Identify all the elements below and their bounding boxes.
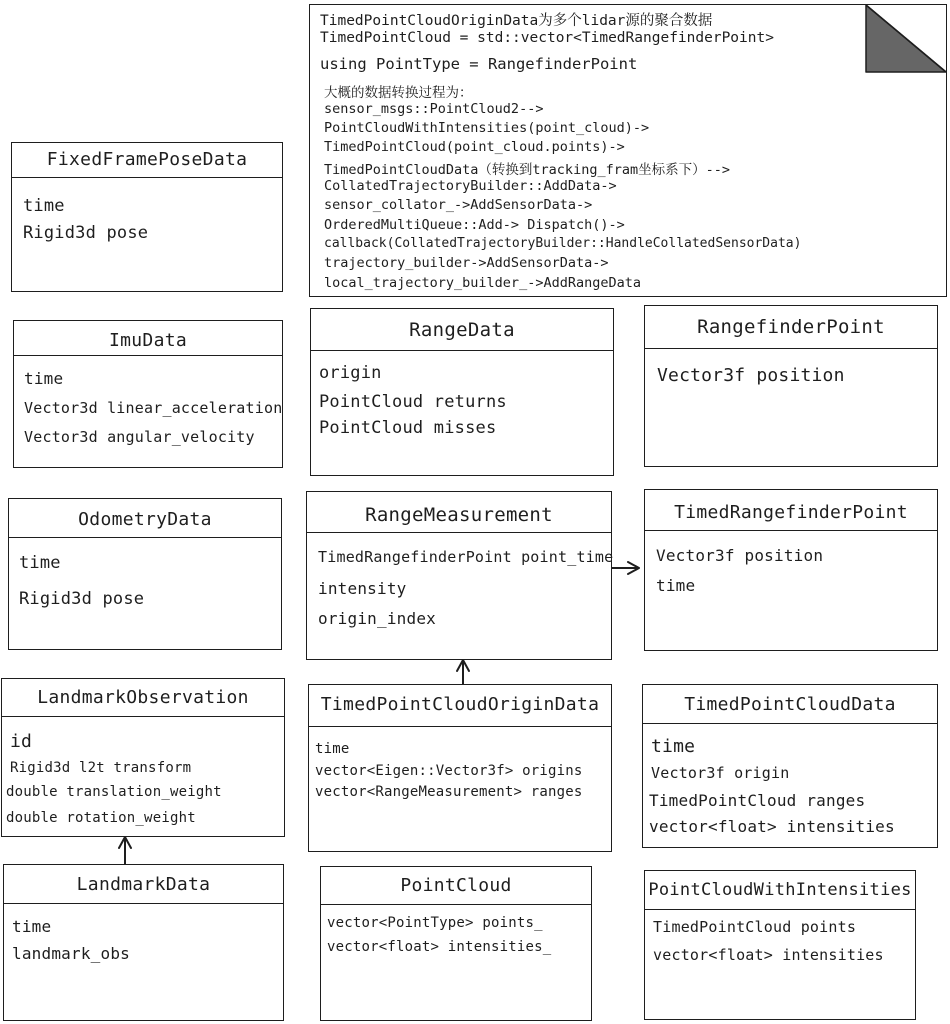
field: PointCloud returns [319,392,507,412]
field: vector<float> intensities [649,817,895,836]
class-title: LandmarkObservation [37,687,249,708]
note-line: sensor_collator_->AddSensorData-> [324,197,593,213]
field: vector<float> intensities_ [327,939,552,955]
note-line: trajectory_builder->AddSensorData-> [324,255,609,271]
field: time [12,917,52,936]
note-line: TimedPointCloudData（转换到tracking_fram坐标系下）--> [324,162,730,178]
field: time [23,196,65,216]
note-line: TimedPointCloud = std::vector<TimedRangefinderPoint> [320,30,774,46]
class-title: ImuData [109,330,187,351]
note-line: using PointType = RangefinderPoint [320,55,638,73]
class-title: FixedFramePoseData [46,149,248,170]
field: Vector3f position [657,365,845,386]
note-line: 大概的数据转换过程为： [324,85,473,101]
field: TimedPointCloud ranges [649,791,866,810]
note-line: sensor_msgs::PointCloud2--> [324,101,544,117]
field: TimedPointCloud points [653,918,857,936]
field: vector<Eigen::Vector3f> origins [315,763,583,779]
field: time [19,553,61,573]
field: time [315,741,350,757]
note-line: TimedPointCloudOriginData为多个lidar源的聚合数据 [320,13,713,29]
class-title: TimedRangefinderPoint [674,502,908,523]
class-title: LandmarkData [76,874,211,895]
note-line: local_trajectory_builder_->AddRangeData [324,275,641,291]
field: Rigid3d pose [19,589,145,609]
field: TimedRangefinderPoint point_time [318,548,614,566]
class-title: PointCloud [400,875,512,896]
field: id [10,731,33,752]
field: double rotation_weight [6,810,196,826]
field: time [651,736,696,757]
field: Vector3f position [656,546,824,565]
note-line: callback(CollatedTrajectoryBuilder::HandleCollatedSensorData) [324,236,802,251]
class-title: RangeData [409,319,515,341]
field: time [24,369,64,388]
field: Rigid3d pose [23,223,149,243]
note-line: OrderedMultiQueue::Add-> Dispatch()-> [324,217,625,233]
field: vector<RangeMeasurement> ranges [315,784,583,800]
class-title: OdometryData [78,509,212,530]
field: landmark_obs [12,944,130,963]
field: double translation_weight [6,784,222,800]
field: vector<float> intensities [653,946,884,964]
class-title: RangefinderPoint [697,316,885,338]
field: Vector3f origin [651,764,790,782]
field: time [656,576,696,595]
field: origin [319,363,382,383]
field: PointCloud misses [319,418,497,438]
class-title: TimedPointCloudOriginData [320,694,600,715]
class-title: RangeMeasurement [365,504,553,526]
note-line: TimedPointCloud(point_cloud.points)-> [324,139,625,155]
class-title: PointCloudWithIntensities [648,880,912,900]
field: vector<PointType> points_ [327,915,543,931]
class-title: TimedPointCloudData [684,694,896,715]
field: intensity [318,579,407,598]
field: Rigid3d l2t transform [10,760,192,776]
field: Vector3d linear_acceleration [24,399,283,417]
note-line: PointCloudWithIntensities(point_cloud)-> [324,120,650,136]
field: Vector3d angular_velocity [24,428,255,446]
field: origin_index [318,609,436,628]
note-line: CollatedTrajectoryBuilder::AddData-> [324,178,617,194]
